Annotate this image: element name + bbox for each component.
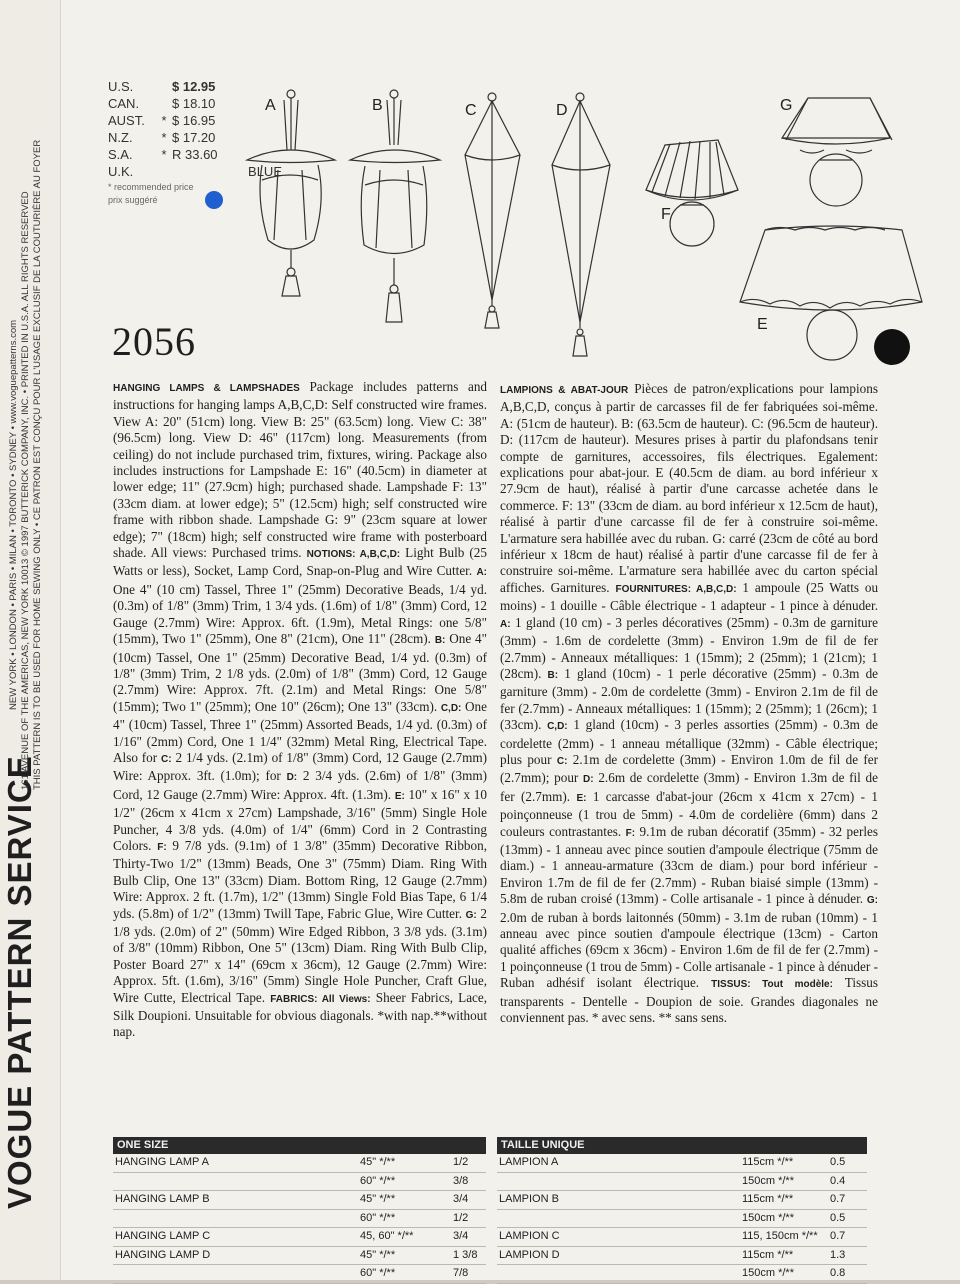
yardage-table-en [113,1137,486,1284]
brand-name: VOGUE PATTERN SERVICE [1,755,38,1209]
table-header: ONE SIZE [113,1137,486,1154]
view-label-e: E [757,316,768,333]
notions-c-text: 2 1/4 yds. (2.1m) of 1/8" (3mm) Cord, 12 Gauge (2.7mm) Wire: Approx. 3ft. (1.0m); for [113,749,487,784]
table-row: 150cm */** 0.5 [497,1210,867,1229]
english-body: Package includes patterns and instructions for hanging lamps A,B,C,D: Self constructed wire frames. View A: 20" (51cm) long. View B: 25" (63.5cm) long. View C: 38" (96.5cm) long. View D: 46" (117cm) long. Measurements (from ceiling) do not include purchased trim, fixtures, wiring. Package also includes instructions for Lampshade E: 16" (40.5cm) in diameter at lower edge; 11" (27.9cm) high; purchased shade. Lampshade F: 13" (33cm diam. at lower edge); 5" (12.5cm) high; self constructed wire frame with ribbon shade. Lampshade G: 9" (23cm square at lower edge); 7" (18cm) high; self constructed wire frame with posterboard shade. All views: Purchased trims. [113,379,488,561]
fournitures-cd-text: 1 gland (10cm) - 3 perles assorties (25mm) - 0.3m de cordelette (2mm) - 1 anneau métallique (32mm) - Câble électrique; plus pour [500,717,879,767]
price-country: S.A. [108,147,133,162]
notions-cd-text: One 4" (10cm) Tassel, Three 1" (25mm) Assorted Beads, 1/4 yd. (0.3m) of 1/16" (2mm) Cord, One 1 1/4" (32mm) Metal Ring, Electrical Tape. Also for [113,698,488,765]
table-row: LAMPION B 115cm */** 0.7 [497,1191,867,1210]
fournitures-b-text: 1 gland (10cm) - 1 perle décorative (25mm) - 0.3m de garniture (3mm) - 2.0m de cordelette (3mm) - Environ 2.1m de fil de fer (2.7mm) - Anneaux métalliques: 1 (15mm); 2 (25mm); 1 (26cm); 1 (33cm). [500,665,879,733]
fournitures-abcd: 1 ampoule (25 Watts ou moins) - 1 douille - Câble électrique - 1 adapteur - 1 pince à dénuder. [500,579,879,614]
table-row: LAMPION D 115cm */** 1.3 [497,1247,867,1266]
price-value: $ 16.95 [172,113,216,128]
english-title: HANGING LAMPS & LAMPSHADES [113,383,300,394]
view-label-c: C [465,102,477,119]
binding-notice: THIS PATTERN IS TO BE USED FOR HOME SEWING ONLY • CE PATRON EST CONÇU POUR L'USAGE EXCLUSIF DE LA COUTURIÈRE AU FOYER [32,139,43,790]
fournitures-cd-label: C,D: [547,721,568,733]
french-body: Pièces de patron/explications pour lampions A,B,C,D, conçus à partir de carcasses fil de fer fabriquées soi-même. A: (51cm de hauteur). B: (63.5cm de hauteur). C: (96.5cm de hauteur). D: (117cm de hauteur). Mesures prises à partir du plafondsans tenir compte de garnitures, accessoires, fils électriques. Egalement: explications pour abat-jour. E (40.5cm de diam. au bord inférieur x 27.9cm de haut), réalisé à partir d'une carcasse achetée dans le commerce. F: 13" (33cm de diam. au bord inférieur x 12.5cm de haut), réalisé à partir d'une carcasse fil de fer à construire soi-même. L'armature sera habillée avec du ruban. G: carré (23cm de côté au bord inférieur x 18cm de haut) réalisé à partir d'une carcasse fil de fer à construire soi-même. L'armature sera habillée avec du carton spécial affiches. Garnitures. [500,381,878,595]
notions-b-label: B: [434,635,446,647]
table-row: HANGING LAMP C 45, 60" */** 3/4 [113,1228,486,1247]
notions-f-text: 9 7/8 yds. (9.1m) of 1 3/8" (35mm) Decorative Ribbon, Thirty-Two 1/2" (13mm) Beads, One 3" (75mm) Diam. Ring With Bulb Clip, One 13" (33cm) Diam. Bottom Ring, 12 Gauge (2.7mm) Wire: Approx. 2 ft. (1.7m), 1/2" (13mm) Single Fold Bias Tape, 6 1/4 yds. (5.8m) of 1/2" (13mm) Twill Tape, Fabric Glue, Wire Cutter. [113,837,487,921]
table-row: HANGING LAMP D 45" */** 1 3/8 [113,1247,486,1266]
notions-e-text: 10" x 16" x 10 1/2" (26cm x 41cm x 27cm) Lampshade, 3/16" (5mm) Single Hole Puncher, 4 3/8 yds. (4.0m) of 1/4" (6mm) Cord in 2 Contrasting Colors. [113,786,487,853]
table-row: LAMPION A 115cm */** 0.5 [497,1154,867,1173]
price-value: $ 18.10 [172,96,216,111]
lamp-b-drawing [350,90,440,322]
lampshade-g-drawing [782,98,892,206]
view-label-a: A [265,97,276,114]
fournitures-f-text: 9.1m de ruban décoratif (35mm) - 32 perles (13mm) - 1 anneau avec pince soutien d'ampoule électrique (75mm de diam.) - 1 anneau-armature (33cm de diam.) pour bord inférieur - Environ 1.7m de fil de fer (2.7mm) - Ruban biaisé simple (13mm) - 5.8m de ruban croisé (13mm) - Colle artisanale - 1 pince à dénuder. [500,823,879,907]
fournitures-c-text: 2.1m de cordelette (3mm) - Environ 1.0m de fil de fer (2.7mm); pour [500,751,879,786]
notions-g-label: G: [465,909,477,921]
fabrics-text: Sheer Fabrics, Lace, Silk Doupioni. Unsuitable for obvious diagonals. *with nap.**without nap. [113,989,488,1040]
view-label-d: D [556,102,568,119]
fournitures-e-text: 1 carcasse d'abat-jour (26cm x 41cm x 27cm) - 1 poinçonneuse (1 trou de 5mm) - 4.0m de cordelière (6mm) dans 2 couleurs contrastantes. [500,788,879,839]
pattern-number: 2056 [112,319,196,364]
price-country: AUST. [108,113,145,128]
tissus-text: Tissus transparents - Dentelle - Doupion de soie. Grandes diagonales ne conviennent pas. * avec sens. ** sans sens. [500,975,878,1026]
fournitures-a-text: 1 gland (10 cm) - 3 perles décoratives (25mm) - 0.3m de garniture (3mm) - 1.6m de cordelette (3mm) - Environ 1.9m de fil de fer (2.7mm) - Anneaux métalliques: 1 (15mm); 2 (25mm); 1 (21cm); 1 (28cm). [500,614,878,681]
notions-d-text: 2 3/4 yds. (2.6m) of 1/8" (3mm) Cord, 12 Gauge (2.7mm) Wire: Approx. 4ft. (1.3m). [113,768,488,802]
table-row: 60" */** 3/8 [113,1173,486,1192]
notions-c-label: C: [161,753,172,765]
fournitures-d-label: D: [583,774,594,786]
lamp-illustrations [0,0,960,380]
price-country: CAN. [108,96,140,111]
french-description [500,381,878,1026]
notions-g-text: 2 1/8 yds. (2.0m) of 2" (50mm) Wire Edged Ribbon, 3 3/8 yds. (3.1m) of 3/8" (10mm) Ribbon, One 5" (13cm) Diam. Ring With Bulb Clip, Poster Board 27" x 14" (69cm x 36cm), 12 Gauge (2.7mm) Wire: Approx. 5ft. (1.6m), 3/16" (5mm) Single Hole Puncher, Craft Glue, Wire Cutte, Electrical Tape. [113,905,488,1005]
notions-a-text: One 4" (10 cm) Tassel, Three 1" (25mm) Decorative Beads, 1/4 yd. (0.3m) of 1/8" (3mm) Trim, 1 3/4 yds. (1.6m) of 1/8" (3mm) Cord, 12 Gauge (2.7mm) Wire: Approx. 6ft. (1.9m), Metal Rings: one 5/8" (15mm), Two 1" (25mm), One 8" (21cm), One 11" (28cm). [113,581,487,647]
price-country: U.K. [108,164,134,179]
table-row: 150cm */** 0.8 [497,1265,867,1284]
price-star: * [161,113,167,128]
fournitures-e-label: E: [576,792,587,804]
price-star: * [161,147,167,162]
fournitures-b-label: B: [547,669,559,681]
english-description [113,379,487,1041]
tissus-label: TISSUS: Tout modèle: [711,979,833,991]
table-row: HANGING LAMP A 45" */** 1/2 [113,1154,486,1173]
price-value: $ 17.20 [172,130,216,145]
fournitures-c-label: C: [556,755,568,767]
notions-b-text: One 4" (10cm) Tassel, One 1" (25mm) Decorative Bead, 1/4 yd. (0.3m) of 1/8" (3mm) Trim, 2 1/8 yds. (2.0m) of 1/8" (3mm) Cord, 12 Gauge (2.7mm) Wire: Approx. 7ft. (2.1m) and Metal Rings: One 5/8" (15mm); Two 1" (25mm); One 10" (26cm); One 13" (33cm). [113,631,488,714]
fournitures-g-text: 2.0m de ruban à bords laitonnés (50mm) - 3.1m de ruban (10mm) - 1 anneau avec pince soutien d'ampoule électrique (13cm) - Carton qualité affiches (69cm x 36cm) - Environ 1.6m de fil de fer (2.7mm) - 1 poinçonneuse (1 trou de 5mm) - Colle artisanale - 1 pince à dénuder - Ruban adhésif isolant électrique. [500,909,878,991]
lamp-a-drawing [247,90,335,296]
fournitures-a-label: A: [500,618,511,630]
binding-cities: NEW YORK • LONDON • PARIS • MILAN • TORONTO • SYDNEY • www.voguepatterns.com [8,319,19,710]
view-label-b: B [372,97,383,114]
notions-e-label: E: [394,790,405,802]
table-header: TAILLE UNIQUE [497,1137,867,1154]
fournitures-label: FOURNITURES: A,B,C,D: [615,583,737,595]
price-note-suggested: prix suggéré [108,195,158,205]
price-note-recommended: * recommended price [108,182,194,192]
price-value: BLUE [248,164,282,179]
table-row: 60" */** 1/2 [113,1210,486,1229]
table-row: 150cm */** 0.4 [497,1173,867,1192]
lampshade-f-drawing [646,140,738,246]
price-value: $ 12.95 [172,79,216,94]
binding-copyright: 161 AVENUE OF THE AMERICAS, NEW YORK 10013 © 1997 BUTTERICK COMPANY, INC. • PRINTED IN U.S.A. ALL RIGHTS RESERVED [20,191,31,790]
price-country: N.Z. [108,130,133,145]
lampshade-e-drawing [740,226,922,360]
price-value: R 33.60 [172,147,218,162]
notions-cd-label: C,D: [440,702,462,714]
view-label-f: F [661,206,671,223]
view-label-g: G [780,97,793,114]
yardage-table-fr [497,1137,867,1284]
table-row: 60" */** 7/8 [113,1265,486,1284]
fabrics-label: FABRICS: All Views: [270,993,371,1005]
fournitures-d-text: 2.6m de cordelette (3mm) - Environ 1.3m de fil de fer (2.7mm). [500,770,879,804]
table-row: HANGING LAMP B 45" */** 3/4 [113,1191,486,1210]
notions-f-label: F: [157,841,167,853]
notions-abcd: Light Bulb (25 Watts or less), Socket, Lamp Cord, Snap-on-Plug and Wire Cutter. [113,545,487,579]
notions-d-label: D: [286,772,298,784]
table-row: LAMPION C 115, 150cm */** 0.7 [497,1228,867,1247]
price-country: U.S. [108,79,134,94]
fournitures-g-label: G: [866,895,878,907]
fournitures-f-label: F: [625,827,636,839]
notions-label: NOTIONS: A,B,C,D: [306,549,401,561]
price-star: * [161,130,167,145]
french-title: LAMPIONS & ABAT-JOUR [500,385,629,396]
lamp-c-drawing [465,93,520,328]
notions-a-label: A: [476,567,487,579]
lamp-d-drawing [552,93,610,356]
